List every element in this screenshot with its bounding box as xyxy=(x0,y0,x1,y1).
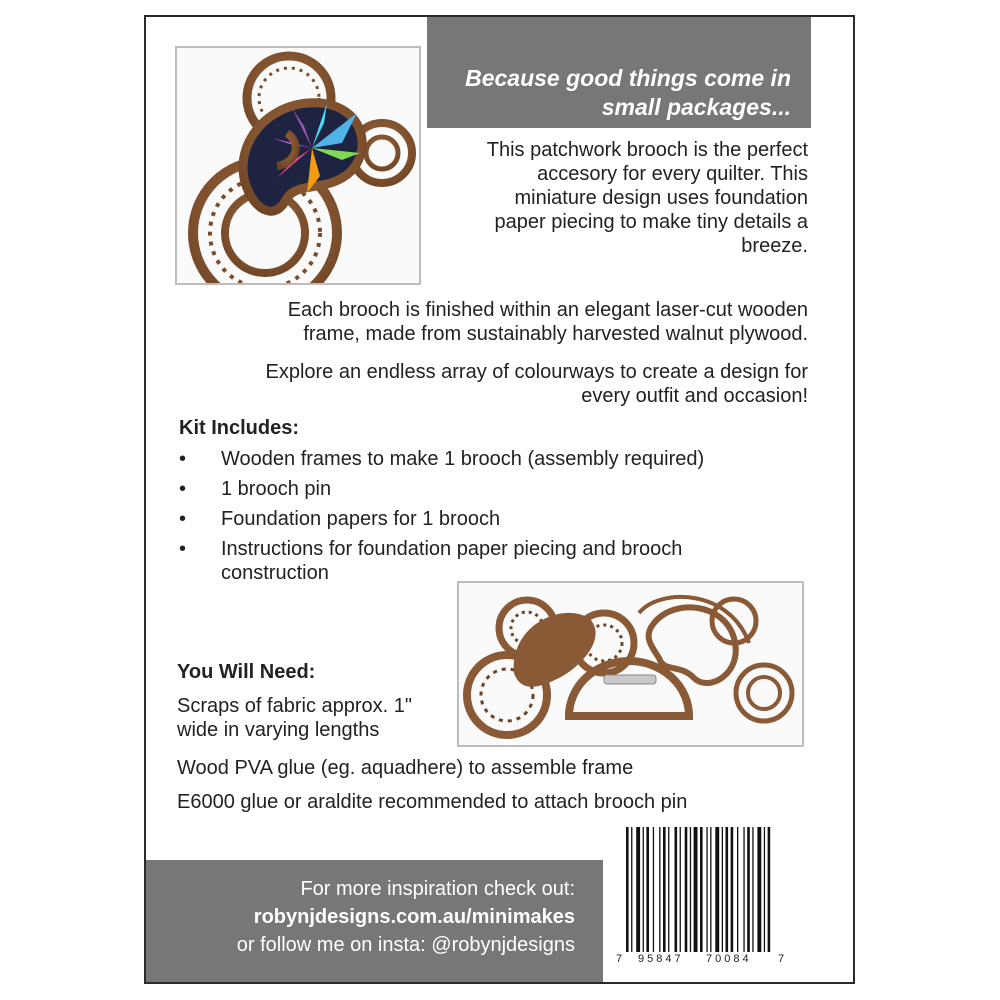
list-item xyxy=(168,507,768,531)
bullet: • xyxy=(179,508,187,530)
barcode-digits-group-2: 70084 xyxy=(706,953,752,965)
barcode-bar xyxy=(747,827,750,952)
bullet: • xyxy=(179,448,187,470)
barcode-bar xyxy=(731,827,734,952)
product-card xyxy=(144,15,855,984)
barcode-bar xyxy=(715,827,719,952)
barcode-bar xyxy=(626,827,629,952)
footer-website-link[interactable]: robynjdesigns.com.au/minimakes xyxy=(253,906,575,928)
barcode-bar xyxy=(706,827,707,952)
barcode xyxy=(616,827,786,977)
tagline-banner xyxy=(427,17,811,128)
footer-instagram: or follow me on insta: @robynjdesigns xyxy=(236,934,575,956)
intro-line: miniature design uses foundation xyxy=(514,187,808,209)
barcode-bar xyxy=(737,827,738,952)
barcode-bar xyxy=(653,827,654,952)
parts-photo xyxy=(457,581,804,747)
barcode-bar xyxy=(752,827,753,952)
barcode-bar xyxy=(668,827,669,952)
barcode-bar xyxy=(743,827,744,952)
list-item xyxy=(168,537,741,585)
barcode-bar xyxy=(722,827,723,952)
explore-line: Explore an endless array of colourways to create a design for xyxy=(265,361,808,383)
barcode-bar xyxy=(675,827,678,952)
barcode-bar xyxy=(631,827,632,952)
barcode-bars xyxy=(616,827,786,952)
brooch-parts-image xyxy=(459,583,802,745)
barcode-bar xyxy=(643,827,644,952)
barcode-bar xyxy=(685,827,688,952)
barcode-bar xyxy=(700,827,703,952)
barcode-bar xyxy=(690,827,691,952)
frame-line: frame, made from sustainably harvested walnut plywood. xyxy=(303,323,808,345)
barcode-bar xyxy=(710,827,711,952)
barcode-bar xyxy=(663,827,666,952)
explore-line: every outfit and occasion! xyxy=(581,385,808,407)
barcode-bar xyxy=(768,827,771,952)
need-item-1 xyxy=(177,694,412,742)
need-item-3: E6000 glue or araldite recommended to attach brooch pin xyxy=(177,791,688,813)
intro-line: This patchwork brooch is the perfect xyxy=(486,139,808,161)
list-item xyxy=(168,447,768,471)
intro-line: paper piecing to make tiny details a xyxy=(494,211,808,233)
kit-item-text: Wooden frames to make 1 brooch (assembly required) xyxy=(221,448,705,470)
barcode-bar xyxy=(764,827,765,952)
intro-line: accesory for every quilter. This xyxy=(537,163,808,185)
barcode-bar xyxy=(646,827,649,952)
footer-line-1: For more inspiration check out: xyxy=(300,878,575,900)
need-line: wide in varying lengths xyxy=(177,719,380,741)
kit-item-text: Foundation papers for 1 brooch xyxy=(221,508,501,530)
need-heading: You Will Need: xyxy=(177,661,316,683)
barcode-bar xyxy=(694,827,698,952)
barcode-bar xyxy=(726,827,729,952)
need-line: Scraps of fabric approx. 1" xyxy=(177,695,412,717)
tagline-line-1: Because good things come in xyxy=(465,65,791,91)
tagline-line-2: small packages... xyxy=(601,94,791,120)
barcode-bar xyxy=(659,827,660,952)
need-item-2: Wood PVA glue (eg. aquadhere) to assemble frame xyxy=(177,757,634,779)
barcode-digit-right: 7 xyxy=(778,953,785,965)
barcode-bar xyxy=(636,827,640,952)
barcode-digit-left: 7 xyxy=(616,953,623,965)
explore-paragraph xyxy=(265,360,808,408)
barcode-bar xyxy=(757,827,761,952)
bullet: • xyxy=(179,538,187,560)
frame-line: Each brooch is finished within an elegant laser-cut wooden xyxy=(287,299,808,321)
tagline xyxy=(465,64,791,122)
kit-item-text: 1 brooch pin xyxy=(221,478,332,500)
kit-item-text: Instructions for foundation paper piecing and brooch construction xyxy=(221,538,683,584)
frame-paragraph xyxy=(288,298,808,346)
intro-paragraph xyxy=(487,138,808,258)
barcode-digits-group-1: 95847 xyxy=(638,953,684,965)
bullet: • xyxy=(179,478,187,500)
barcode-bar xyxy=(680,827,681,952)
footer-banner xyxy=(146,860,603,984)
kit-list xyxy=(168,447,768,591)
brooch-photo xyxy=(175,46,421,285)
list-item xyxy=(168,477,768,501)
assembled-brooch-image xyxy=(177,48,419,283)
intro-line: breeze. xyxy=(741,235,808,257)
kit-heading: Kit Includes: xyxy=(179,417,300,439)
